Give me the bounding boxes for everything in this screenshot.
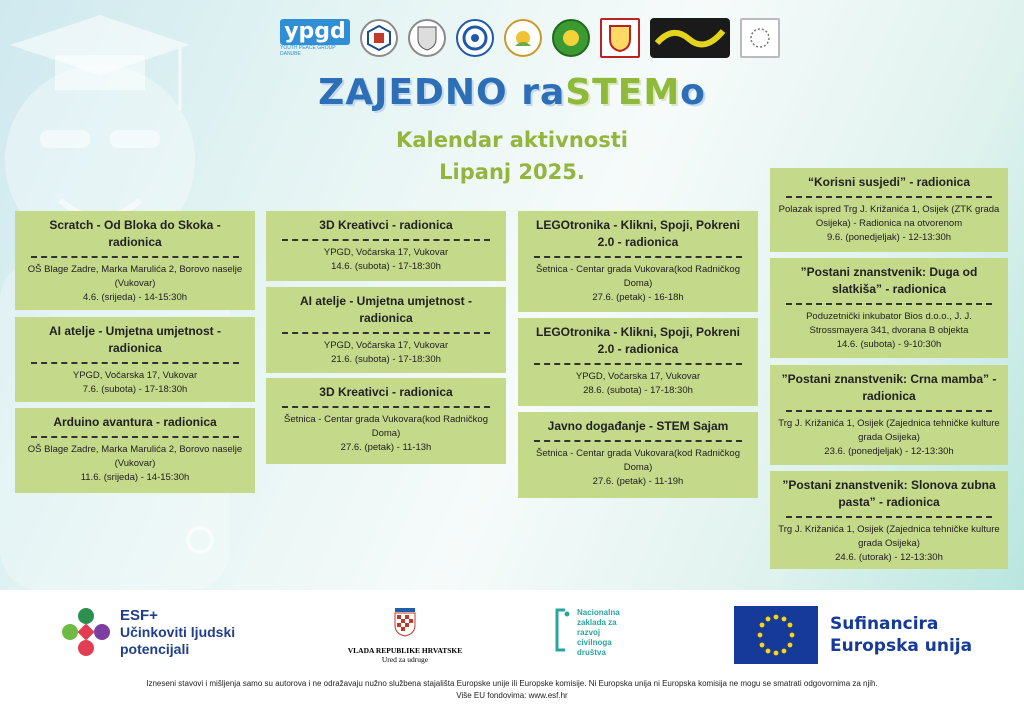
ypgd-logo [280, 18, 350, 58]
event-card [518, 211, 758, 312]
bracket-icon [553, 608, 571, 652]
wave-logo [650, 18, 730, 58]
event-card [770, 258, 1008, 358]
event-place: OŠ Blage Zadre, Marka Marulića 2, Borovo naselje (Vukovar) [27, 264, 243, 289]
dashed-divider [31, 362, 239, 364]
circle-logo [740, 18, 780, 58]
dashed-divider [282, 332, 490, 334]
event-card [15, 211, 255, 310]
eu-line1: Sufinancira [830, 614, 939, 634]
event-title: ”Postani znanstvenik: Duga od slatkiša” - radionica [800, 265, 978, 296]
event-card [770, 365, 1008, 465]
nz-line4: civilnoga [577, 638, 612, 647]
subtitle-line1: Kalendar aktivnosti [396, 128, 628, 152]
dashed-divider [786, 410, 992, 412]
event-date: 27.6. (petak) - 11-13h [340, 442, 432, 453]
event-card [266, 287, 506, 373]
event-place: YPGD, Vočarska 17, Vukovar [575, 371, 701, 382]
esf-line1: Učinkoviti ljudski [120, 623, 236, 640]
event-card [770, 471, 1008, 569]
page-title [0, 72, 1024, 113]
event-place: YPGD, Vočarska 17, Vukovar [323, 247, 449, 258]
disclaimer-text: Izneseni stavovi i mišljenja samo su autorova i ne odražavaju nužno službena stajališta Europske unije ili Europske komisije. Ni Europska unija ni Europska komisija ne mogu se smatrati odgovornima za njih. [146, 679, 878, 688]
event-title: ”Postani znanstvenik: Crna mamba” - radionica [781, 372, 997, 403]
vlada-line1: VLADA REPUBLIKE HRVATSKE [347, 646, 463, 655]
event-date: 4.6. (srijeda) - 14-15:30h [82, 292, 188, 303]
ypgd-logo-subtext: YOUTH PEACE GROUP DANUBE [280, 45, 336, 57]
event-card [266, 378, 506, 464]
event-place: Poduzetnički inkubator Bios d.o.o., J. J. Strossmayera 341, dvorana B objekta [806, 311, 972, 336]
event-date: 21.6. (subota) - 17-18:30h [331, 354, 441, 365]
event-place: YPGD, Vočarska 17, Vukovar [72, 370, 198, 381]
eye-logo [456, 19, 494, 57]
event-title: AI atelje - Umjetna umjetnost - radionica [299, 294, 473, 325]
event-place: Trg J. Križanića 1, Osijek (Zajednica tehničke kulture grada Osijeka) [778, 418, 1000, 443]
event-title: AI atelje - Umjetna umjetnost - radionica [48, 324, 222, 355]
eu-line2: Europska unija [830, 636, 973, 656]
event-date: 11.6. (srijeda) - 14-15:30h [80, 472, 190, 483]
nz-line3: razvoj [577, 628, 601, 637]
event-title: Scratch - Od Bloka do Skoka - radionica [49, 218, 221, 249]
eu-flag-icon [734, 606, 818, 664]
title-part2: STEM [565, 72, 681, 113]
eu-logo [734, 606, 972, 664]
esf-logo [60, 606, 235, 658]
dashed-divider [282, 239, 490, 241]
event-title: Arduino avantura - radionica [53, 415, 217, 429]
coat-of-arms-logo [408, 19, 446, 57]
vlada-line2: Ured za udruge [381, 655, 429, 664]
hexagon-logo [360, 19, 398, 57]
esf-line2: potencijali [120, 640, 190, 657]
event-date: 24.6. (utorak) - 12-13:30h [835, 552, 943, 563]
event-place: OŠ Blage Zadre, Marka Marulića 2, Borovo naselje (Vukovar) [27, 444, 243, 469]
croatian-coat-of-arms-icon [393, 607, 417, 637]
event-title: “Korisni susjedi” - radionica [807, 175, 971, 189]
dashed-divider [786, 303, 992, 305]
event-date: 28.6. (subota) - 17-18:30h [583, 385, 693, 396]
esf-title: ESF+ [120, 606, 158, 624]
nz-line5: društva [577, 648, 606, 657]
partner-logos [280, 16, 780, 60]
event-card [15, 317, 255, 402]
event-card [266, 211, 506, 281]
dashed-divider [31, 256, 239, 258]
event-date: 27.6. (petak) - 11-19h [592, 476, 684, 487]
event-title: LEGOtronika - Klikni, Spoji, Pokreni 2.0 - radionica [535, 325, 741, 356]
nz-line2: zaklada za [577, 618, 617, 627]
title-part1: ZAJEDNO ra [318, 72, 566, 113]
ypgd-logo-text: ypgd [280, 19, 350, 45]
event-place: Šetnica - Centar grada Vukovara(kod Radničkog Doma) [535, 264, 740, 289]
event-title: Javno događanje - STEM Sajam [547, 419, 729, 433]
event-place: Šetnica - Centar grada Vukovara(kod Radničkog Doma) [283, 414, 488, 439]
event-card [518, 412, 758, 498]
more-info-text: Više EU fondovima: www.esf.hr [456, 691, 568, 700]
title-part3: o [680, 72, 706, 113]
event-place: Trg J. Križanića 1, Osijek (Zajednica tehničke kulture grada Osijeka) [778, 524, 1000, 549]
event-date: 14.6. (subota) - 17-18:30h [331, 261, 441, 272]
event-title: LEGOtronika - Klikni, Spoji, Pokreni 2.0 - radionica [535, 218, 741, 249]
event-date: 14.6. (subota) - 9-10:30h [836, 339, 942, 350]
nz-line1: Nacionalna [577, 608, 620, 617]
event-date: 23.6. (ponedjeljak) - 12-13:30h [824, 446, 954, 457]
dashed-divider [786, 516, 992, 518]
event-title: ”Postani znanstvenik: Slonova zubna pasta” - radionica [782, 478, 996, 509]
dashed-divider [534, 440, 742, 442]
event-card [518, 318, 758, 406]
subtitle-line2: Lipanj 2025. [439, 160, 585, 184]
dashed-divider [31, 436, 239, 438]
dashed-divider [282, 406, 490, 408]
dashed-divider [534, 363, 742, 365]
crest-logo [600, 18, 640, 58]
green-badge-logo [552, 19, 590, 57]
event-date: 7.6. (subota) - 17-18:30h [82, 384, 188, 395]
event-place: YPGD, Vočarska 17, Vukovar [323, 340, 449, 351]
vlada-logo [340, 607, 470, 664]
event-date: 27.6. (petak) - 16-18h [592, 292, 684, 303]
sun-logo [504, 19, 542, 57]
event-card [15, 408, 255, 493]
event-title: 3D Kreativci - radionica [319, 218, 453, 232]
dashed-divider [534, 256, 742, 258]
event-place: Šetnica - Centar grada Vukovara(kod Radničkog Doma) [535, 448, 740, 473]
esf-flower-icon [60, 606, 112, 658]
dashed-divider [786, 196, 992, 198]
event-place: Polazak ispred Trg J. Križanića 1, Osijek (ZTK grada Osijeka) - Radionica na otvorenom [778, 204, 1000, 229]
nzrcd-logo [553, 608, 620, 658]
event-card [770, 168, 1008, 252]
event-date: 9.6. (ponedjeljak) - 12-13:30h [826, 232, 952, 243]
event-title: 3D Kreativci - radionica [319, 385, 453, 399]
